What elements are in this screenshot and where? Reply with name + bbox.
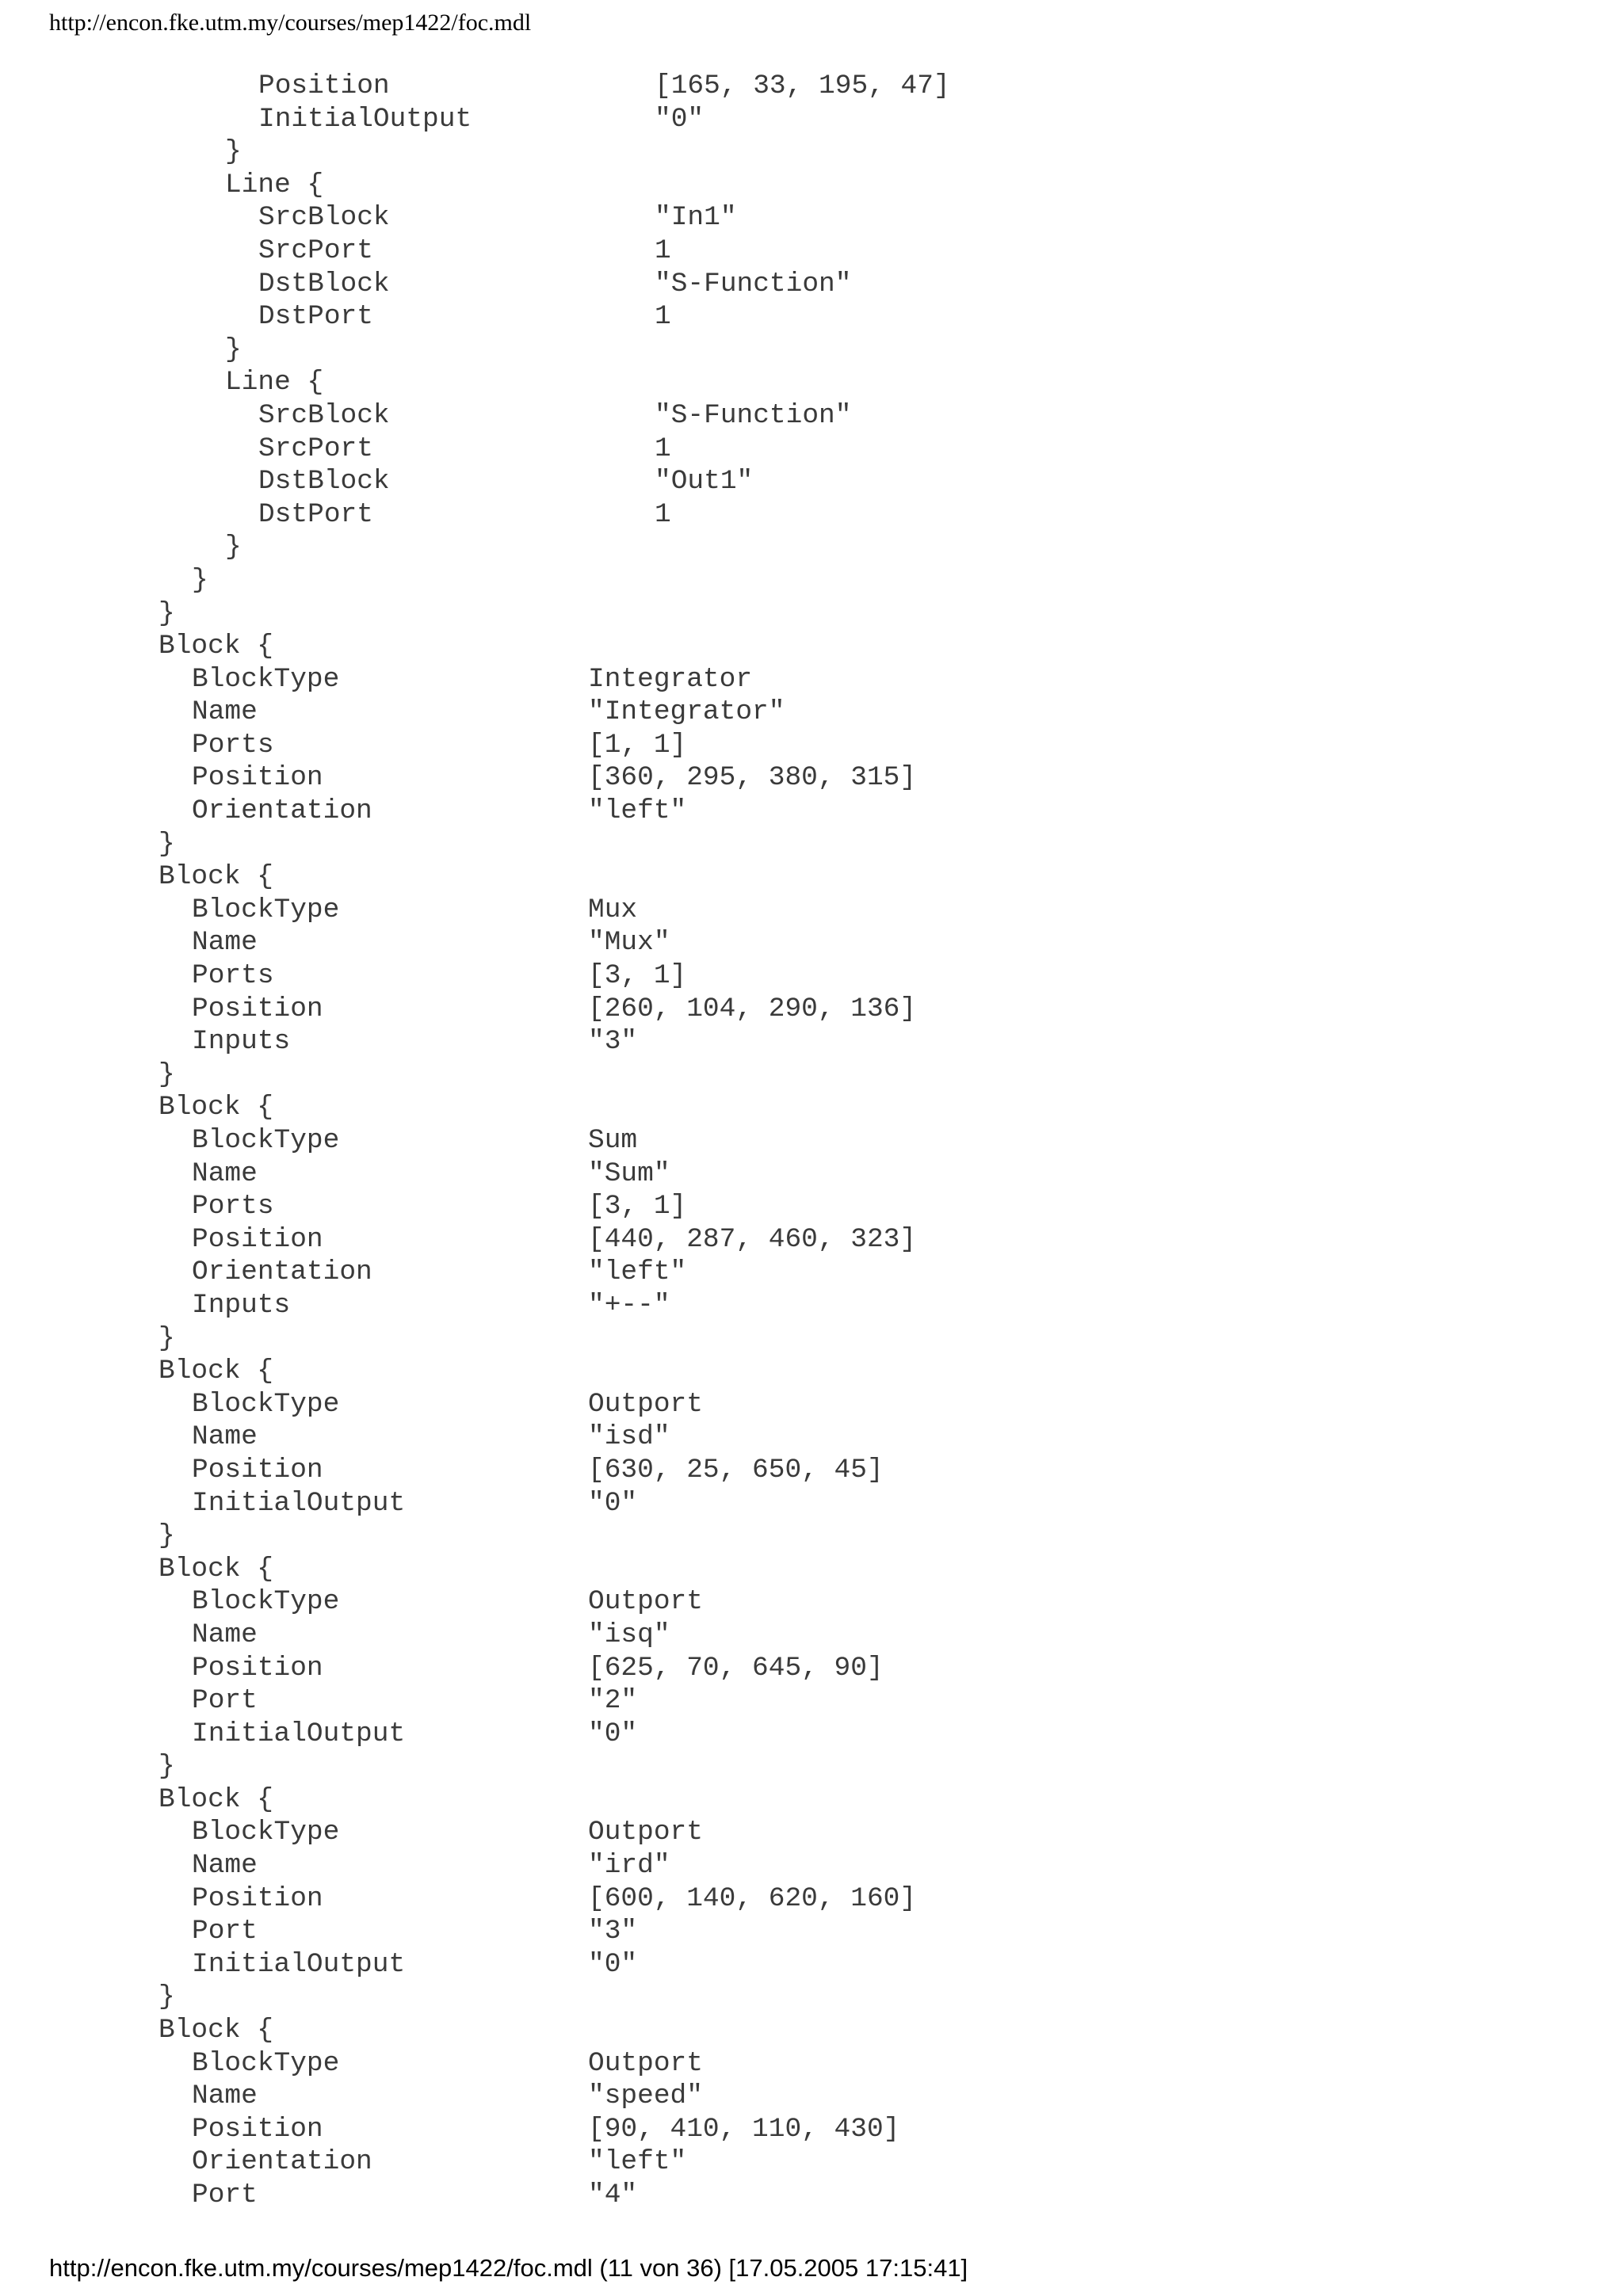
code-value: Outport xyxy=(588,1388,703,1420)
code-key: BlockType xyxy=(192,1817,340,1848)
code-key: DstBlock xyxy=(258,268,390,299)
code-key: InitialOutput xyxy=(192,1487,406,1519)
code-value: "speed" xyxy=(588,2081,703,2112)
code-key: Orientation xyxy=(192,795,372,827)
code-key: DstBlock xyxy=(258,466,390,498)
code-value: [600, 140, 620, 160] xyxy=(588,1882,917,1914)
code-key: Orientation xyxy=(192,1257,372,1288)
code-value: "S-Function" xyxy=(655,268,852,299)
code-key: } xyxy=(225,532,242,563)
code-key: BlockType xyxy=(192,663,340,695)
code-value: "left" xyxy=(588,2146,687,2178)
code-key: Position xyxy=(192,762,323,794)
code-key: Position xyxy=(192,1882,323,1914)
code-key: Block { xyxy=(158,861,273,893)
code-value: "left" xyxy=(588,795,687,827)
code-key: InitialOutput xyxy=(258,103,472,135)
code-key: } xyxy=(158,1751,175,1783)
code-value: Integrator xyxy=(588,663,753,695)
code-value: "isq" xyxy=(588,1619,670,1650)
code-value: [3, 1] xyxy=(588,960,687,992)
code-key: Block { xyxy=(158,1553,273,1585)
code-key: SrcBlock xyxy=(258,399,390,431)
code-key: BlockType xyxy=(192,1586,340,1618)
code-value: "0" xyxy=(588,1948,638,1980)
code-value: "4" xyxy=(588,2180,638,2210)
code-value: "0" xyxy=(588,1718,638,1749)
code-key: Name xyxy=(192,1158,258,1189)
code-value: "left" xyxy=(588,1257,687,1288)
code-value: "3" xyxy=(588,1916,638,1947)
code-key: Inputs xyxy=(192,1026,291,1058)
code-key: } xyxy=(192,564,208,596)
code-key: BlockType xyxy=(192,1388,340,1420)
code-key: InitialOutput xyxy=(192,1718,406,1749)
code-value: "0" xyxy=(588,1487,638,1519)
code-key: SrcPort xyxy=(258,235,373,266)
code-key: Name xyxy=(192,927,258,959)
code-value: 1 xyxy=(655,301,671,333)
code-value: "Mux" xyxy=(588,927,670,959)
code-key: BlockType xyxy=(192,1125,340,1156)
code-key: InitialOutput xyxy=(192,1948,406,1980)
code-key: Position xyxy=(192,1652,323,1684)
code-key: BlockType xyxy=(192,894,340,925)
code-value: "2" xyxy=(588,1685,638,1717)
code-key: Position xyxy=(192,1454,323,1486)
code-value: "Out1" xyxy=(655,466,754,498)
code-key: Position xyxy=(192,993,323,1024)
code-key: Name xyxy=(192,1850,258,1882)
code-value: 1 xyxy=(655,498,671,530)
code-key: Ports xyxy=(192,1191,274,1222)
code-key: Block { xyxy=(158,1092,273,1123)
code-value: [90, 410, 110, 430] xyxy=(588,2113,900,2145)
code-key: Block { xyxy=(158,2015,273,2046)
code-key: } xyxy=(158,1322,175,1354)
code-key: Position xyxy=(192,1223,323,1255)
code-value: [360, 295, 380, 315] xyxy=(588,762,917,794)
code-value: Outport xyxy=(588,1817,703,1848)
code-key: Position xyxy=(258,71,390,101)
code-value: "isd" xyxy=(588,1421,670,1453)
code-key: Block { xyxy=(158,1783,273,1815)
code-key: } xyxy=(158,1981,175,2013)
code-key: } xyxy=(225,136,242,168)
code-key: } xyxy=(158,828,175,860)
code-value: [440, 287, 460, 323] xyxy=(588,1223,917,1255)
page-header-url: http://encon.fke.utm.my/courses/mep1422/foc.mdl xyxy=(49,10,532,36)
code-value: [3, 1] xyxy=(588,1191,687,1222)
code-value: [625, 70, 645, 90] xyxy=(588,1652,884,1684)
code-key: Ports xyxy=(192,960,274,992)
code-key: Block { xyxy=(158,631,273,662)
code-key: SrcBlock xyxy=(258,202,390,234)
code-value: "ird" xyxy=(588,1850,670,1882)
code-key: } xyxy=(158,597,175,629)
code-key: Port xyxy=(192,1685,258,1717)
code-key: Name xyxy=(192,1619,258,1650)
page-footer: http://encon.fke.utm.my/courses/mep1422/foc.mdl (11 von 36) [17.05.2005 17:15:41] xyxy=(49,2254,968,2282)
code-value: Outport xyxy=(588,2047,703,2079)
code-key: } xyxy=(158,1058,175,1090)
code-value: 1 xyxy=(655,235,671,266)
code-key: Position xyxy=(192,2113,323,2145)
code-key: DstPort xyxy=(258,301,373,333)
code-key: Inputs xyxy=(192,1289,291,1321)
code-key: } xyxy=(225,334,242,365)
code-value: "Sum" xyxy=(588,1158,670,1189)
code-value: "In1" xyxy=(655,202,737,234)
code-value: [260, 104, 290, 136] xyxy=(588,993,917,1024)
code-key: Line { xyxy=(225,367,324,399)
code-key: Name xyxy=(192,2081,258,2112)
code-key: Name xyxy=(192,1421,258,1453)
code-value: "+--" xyxy=(588,1289,670,1321)
code-key: Block { xyxy=(158,1356,273,1387)
code-key: } xyxy=(158,1520,175,1552)
code-key: Name xyxy=(192,696,258,728)
code-key: BlockType xyxy=(192,2047,340,2079)
code-key: Line { xyxy=(225,169,324,200)
code-value: "Integrator" xyxy=(588,696,785,728)
code-value: [630, 25, 650, 45] xyxy=(588,1454,884,1486)
code-key: Port xyxy=(192,1916,258,1947)
code-key: DstPort xyxy=(258,498,373,530)
code-value: "3" xyxy=(588,1026,638,1058)
code-key: Ports xyxy=(192,729,274,761)
code-value: "S-Function" xyxy=(655,399,852,431)
code-value: "0" xyxy=(655,103,705,135)
code-value: Mux xyxy=(588,894,638,925)
code-value: Outport xyxy=(588,1586,703,1618)
code-value: [1, 1] xyxy=(588,729,687,761)
code-key: Port xyxy=(192,2180,258,2210)
code-value: Sum xyxy=(588,1125,638,1156)
code-key: SrcPort xyxy=(258,433,373,464)
code-value: 1 xyxy=(655,433,671,464)
code-key: Orientation xyxy=(192,2146,372,2178)
code-value: [165, 33, 195, 47] xyxy=(655,71,950,101)
